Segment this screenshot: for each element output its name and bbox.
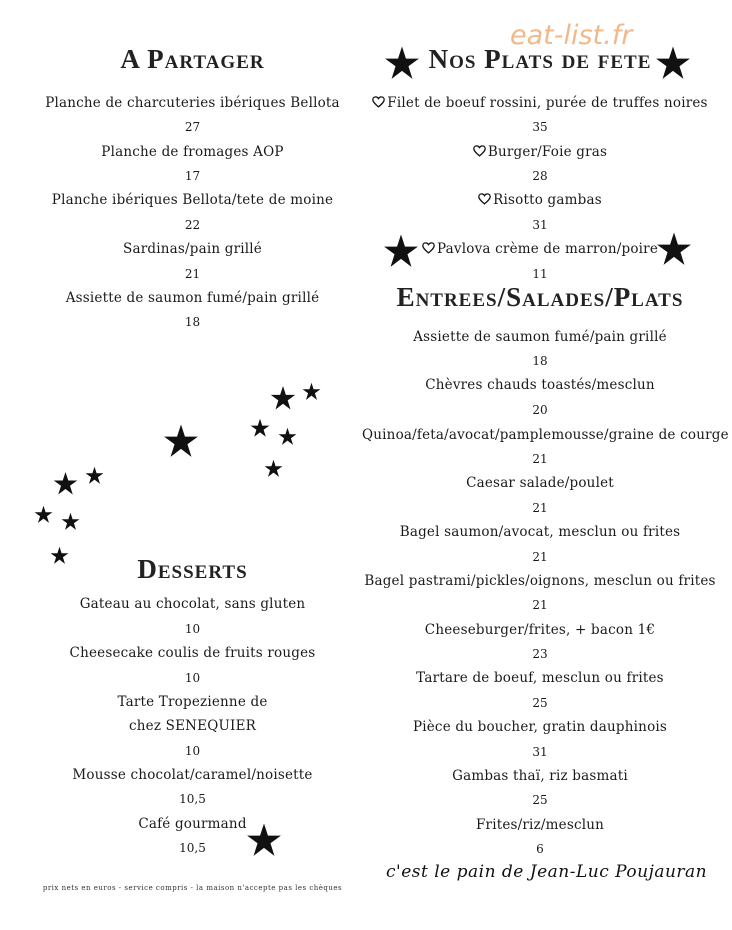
menu-item-price: 17 [184, 169, 201, 183]
star-icon [656, 231, 692, 267]
menu-item-price: 23 [532, 647, 548, 661]
section-title-a-partager: A Partager [120, 44, 265, 74]
star-icon [85, 466, 104, 485]
menu-item-name: Cheeseburger/frites, + bacon 1€ [424, 622, 656, 638]
menu-item-name: Planche de charcuteries ibériques Bellota [45, 95, 340, 111]
star-icon [61, 512, 80, 531]
menu-item-name: Planche ibériques Bellota/tete de moine [51, 192, 334, 208]
menu-item-price: 20 [532, 403, 548, 417]
menu-item-price: 35 [532, 120, 548, 134]
footer-note: prix nets en euros - service compris - la maison n'accepte pas les chèques [42, 884, 343, 892]
section-entrees [362, 0, 729, 860]
menu-item-price: 6 [536, 842, 544, 856]
menu-item-name: Gateau au chocolat, sans gluten [79, 596, 306, 612]
section-title-desserts: Desserts [137, 554, 248, 584]
menu-item-label: Burger/Foie gras [487, 144, 608, 160]
menu-item-price: 10,5 [179, 841, 206, 855]
menu-item-price: 22 [184, 218, 201, 232]
star-icon [264, 459, 283, 478]
menu-item-price: 28 [532, 169, 548, 183]
watermark: eat-list.fr [510, 20, 633, 51]
star-icon [53, 471, 78, 496]
menu-item-name: Pièce du boucher, gratin dauphinois [412, 719, 668, 735]
menu-item-price: 21 [532, 598, 548, 612]
section-title-plats-fete: Nos Plats de fete [428, 44, 652, 74]
star-icon [270, 385, 296, 411]
menu-item-price: 10,5 [179, 792, 206, 806]
menu-item-price: 21 [532, 452, 548, 466]
section-title-entrees: Entrees/Salades/Plats [396, 282, 684, 312]
menu-item-name: Quinoa/feta/avocat/pamplemousse/graine de courge [362, 427, 729, 443]
menu-item-name: Chèvres chauds toastés/mesclun [425, 377, 655, 393]
menu-item-name: Planche de fromages AOP [101, 144, 284, 160]
menu-item-price: 31 [532, 745, 548, 759]
menu-item-price: 25 [532, 696, 548, 710]
star-icon [655, 45, 691, 81]
menu-item-label: Filet de boeuf rossini, purée de truffes noires [387, 95, 708, 111]
menu-item-price: 10 [184, 671, 201, 685]
menu-item-name: Tarte Tropezienne de [117, 694, 268, 710]
menu-item-price: 21 [184, 267, 201, 281]
star-icon [163, 423, 199, 459]
menu-item-name: Tartare de boeuf, mesclun ou frites [416, 670, 664, 686]
menu-item-name: Assiette de saumon fumé/pain grillé [413, 329, 667, 345]
menu-item-price: 21 [532, 550, 548, 564]
menu-item-name: Cheesecake coulis de fruits rouges [69, 645, 316, 661]
menu-item-name: Café gourmand [138, 816, 247, 832]
star-icon [383, 233, 419, 269]
menu-item-name: Bagel pastrami/pickles/oignons, mesclun ou frites [364, 573, 716, 589]
menu-item-name: Mousse chocolat/caramel/noisette [72, 767, 313, 783]
menu-item-name: Gambas thaï, riz basmati [452, 768, 628, 784]
star-icon [50, 546, 69, 565]
menu-item-name: Assiette de saumon fumé/pain grillé [65, 290, 320, 306]
star-icon [34, 505, 53, 524]
star-icon [246, 822, 282, 858]
menu-item-name: Bagel saumon/avocat, mesclun ou frites [399, 524, 681, 540]
menu-item-label: Risotto gambas [493, 192, 602, 208]
menu-item-name: Frites/riz/mesclun [475, 817, 605, 833]
menu-item-name: chez SENEQUIER [128, 718, 257, 734]
menu-item-price: 25 [532, 793, 548, 807]
menu-item-name: Caesar salade/poulet [466, 475, 614, 491]
star-icon [384, 45, 420, 81]
menu-item-label: Pavlova crème de marron/poire [436, 241, 659, 257]
menu-item-price: 27 [184, 120, 201, 134]
menu-item-name: Sardinas/pain grillé [123, 241, 262, 257]
menu-item-price: 11 [532, 267, 548, 281]
menu-item-price: 18 [532, 354, 548, 368]
menu-item-price: 18 [184, 315, 201, 329]
star-icon [278, 427, 297, 446]
signature: c'est le pain de Jean-Luc Poujauran [386, 862, 708, 882]
star-icon [250, 418, 270, 438]
menu-item-price: 21 [532, 501, 548, 515]
menu-item-price: 10 [184, 744, 201, 758]
menu-item-price: 10 [184, 622, 201, 636]
menu-item-price: 31 [532, 218, 548, 232]
star-icon [302, 382, 321, 401]
